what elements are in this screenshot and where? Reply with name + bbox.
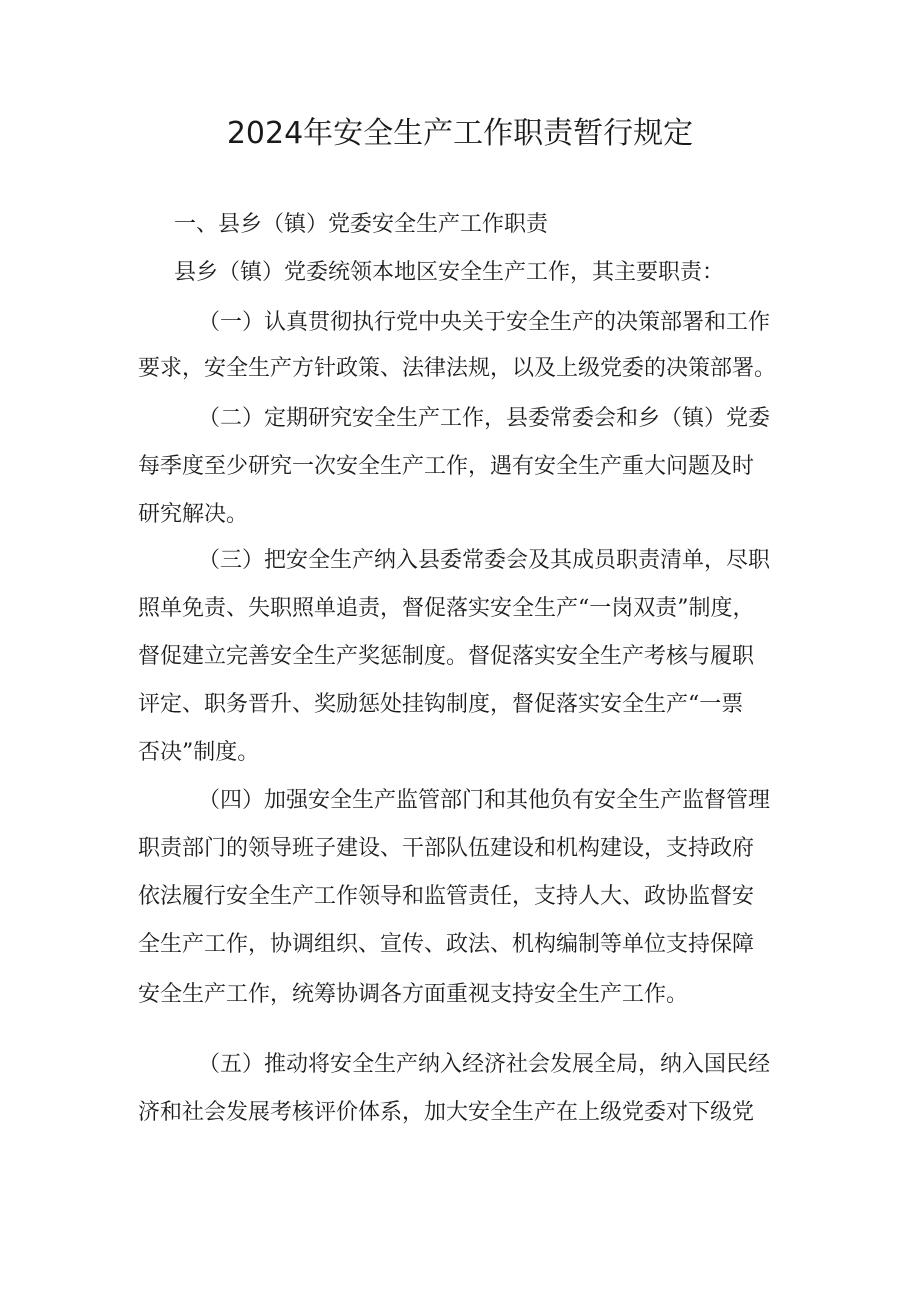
paragraph-line: 否决”制度。 (138, 740, 260, 765)
paragraph-line: 评定、职务晋升、奖励惩处挂钩制度，督促落实安全生产“一票 (138, 692, 744, 717)
paragraph-line: 研究解决。 (138, 502, 249, 527)
paragraph-line: 依法履行安全生产工作领导和监管责任，支持人大、政协监督安 (138, 884, 755, 909)
paragraph-line: （五）推动将安全生产纳入经济社会发展全局，纳入国民经 (198, 1052, 771, 1077)
paragraph-line: 安全生产工作，统筹协调各方面重视支持安全生产工作。 (138, 982, 689, 1007)
paragraph-line: （四）加强安全生产监管部门和其他负有安全生产监督管理 (198, 788, 771, 813)
paragraph-line: 督促建立完善安全生产奖惩制度。督促落实安全生产考核与履职 (138, 644, 755, 669)
paragraph-line: 要求，安全生产方针政策、法律法规，以及上级党委的决策部署。 (138, 356, 777, 381)
paragraph-line: （一）认真贯彻执行党中央关于安全生产的决策部署和工作 (198, 310, 771, 335)
section-heading: 一、县乡（镇）党委安全生产工作职责 (174, 212, 549, 237)
paragraph-line: 职责部门的领导班子建设、干部队伍建设和机构建设，支持政府 (138, 836, 755, 861)
intro-paragraph: 县乡（镇）党委统领本地区安全生产工作，其主要职责： (174, 260, 725, 285)
paragraph-line: 济和社会发展考核评价体系，加大安全生产在上级党委对下级党 (138, 1100, 755, 1125)
paragraph-line: 每季度至少研究一次安全生产工作，遇有安全生产重大问题及时 (138, 454, 755, 479)
paragraph-line: 全生产工作，协调组织、宣传、政法、机构编制等单位支持保障 (138, 932, 755, 957)
paragraph-line: 照单免责、失职照单追责，督促落实安全生产“一岗双责”制度， (138, 596, 755, 621)
document-title: 2024年安全生产工作职责暂行规定 (226, 116, 694, 151)
paragraph-line: （三）把安全生产纳入县委常委会及其成员职责清单，尽职 (198, 548, 771, 573)
paragraph-line: （二）定期研究安全生产工作，县委常委会和乡（镇）党委 (198, 406, 771, 431)
